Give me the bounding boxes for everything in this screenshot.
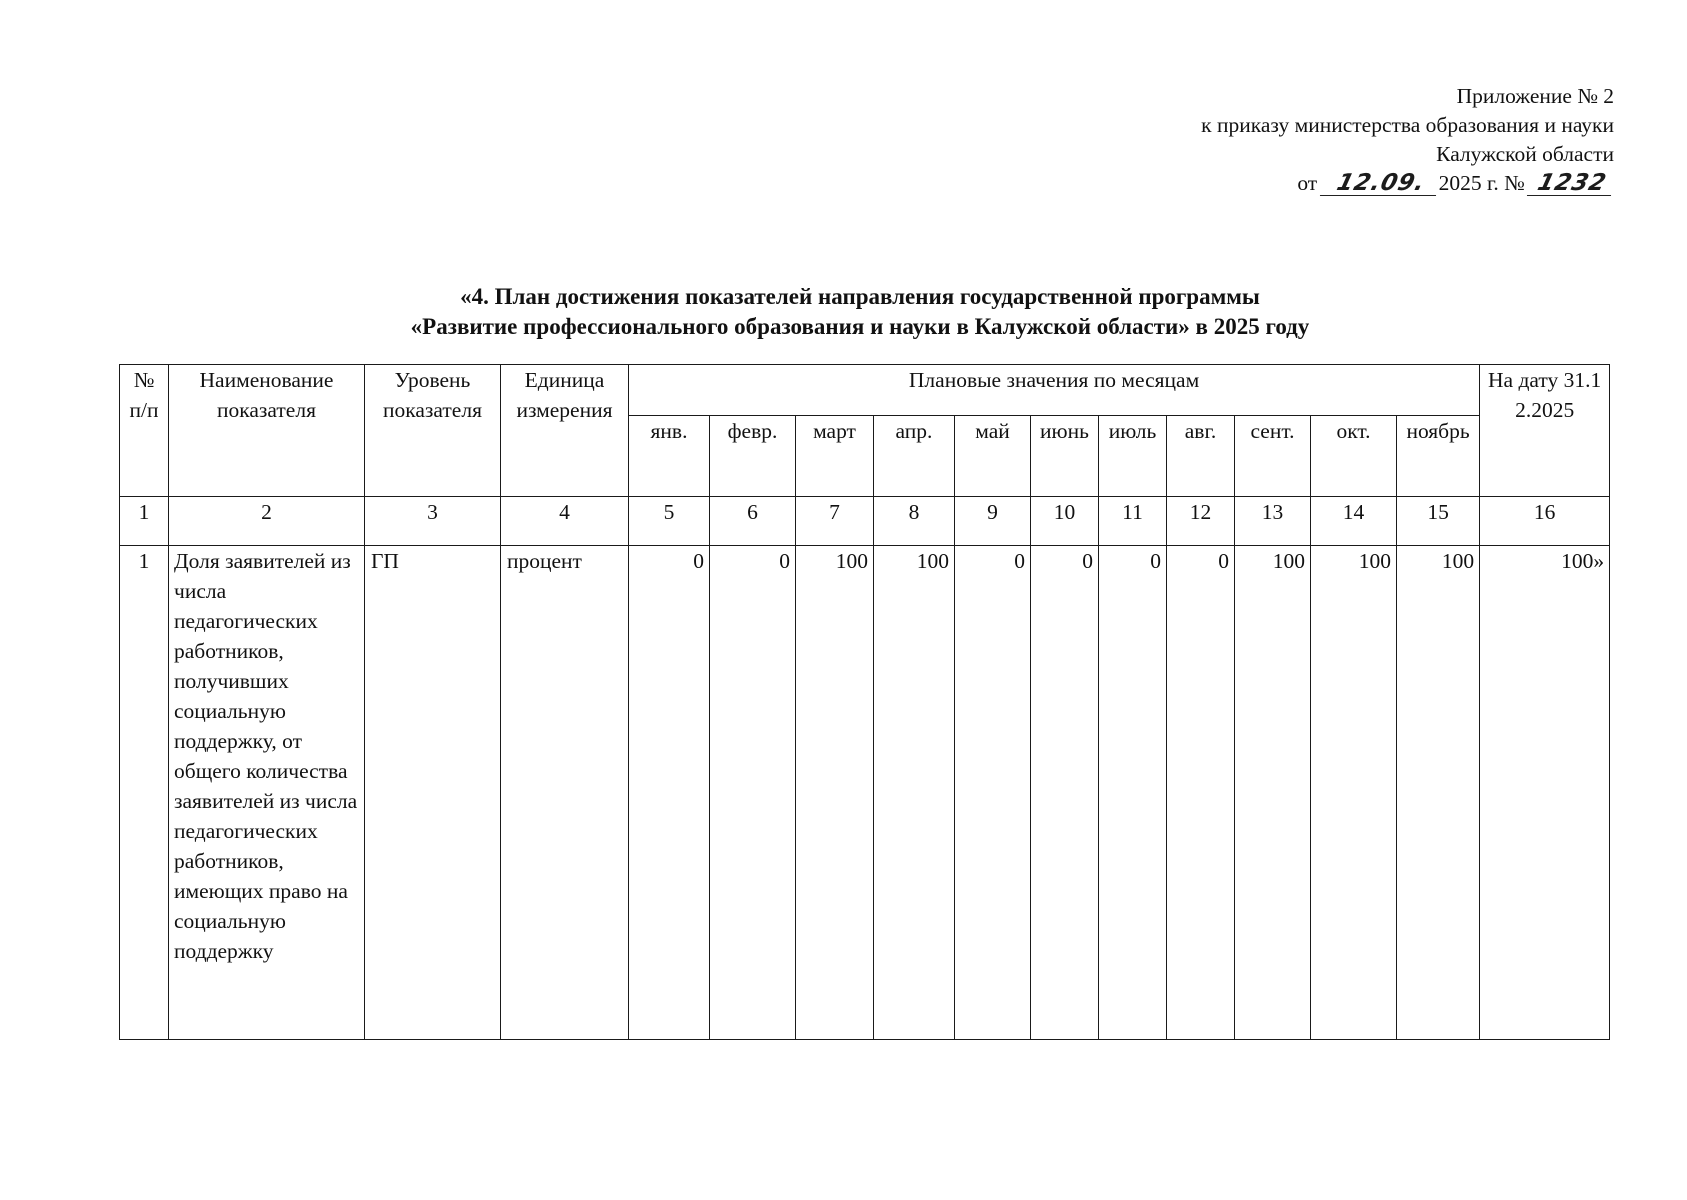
date-prefix: от: [1297, 171, 1318, 195]
column-number-row: [120, 497, 1610, 546]
column-number: 14: [1311, 497, 1397, 546]
header-monthly: Плановые значения по месяцам: [629, 365, 1480, 416]
header-month: ноябрь: [1397, 416, 1480, 497]
header-month: сент.: [1235, 416, 1311, 497]
header-month: авг.: [1167, 416, 1235, 497]
header-unit: Единица измерения: [501, 365, 629, 497]
final-value: 100»: [1480, 546, 1610, 1040]
column-number: 8: [874, 497, 955, 546]
table-row: [120, 546, 1610, 1040]
column-number: 16: [1480, 497, 1610, 546]
column-number: 6: [710, 497, 796, 546]
month-value: 0: [1099, 546, 1167, 1040]
header-month: янв.: [629, 416, 710, 497]
column-number: 11: [1099, 497, 1167, 546]
title-line-2: «Развитие профессионального образования и науки в Калужской области» в 2025 году: [410, 314, 1310, 339]
month-value: 100: [874, 546, 955, 1040]
handwritten-order-number: 1232: [1527, 171, 1617, 196]
handwritten-date: 12.09.: [1319, 171, 1441, 196]
column-number: 10: [1031, 497, 1099, 546]
month-value: 100: [1397, 546, 1480, 1040]
indicator-unit: процент: [501, 546, 629, 1040]
appendix-date-line: [1054, 169, 1614, 198]
document-title: [250, 282, 1470, 342]
column-number: 2: [169, 497, 365, 546]
header-month: февр.: [710, 416, 796, 497]
month-value: 0: [1167, 546, 1235, 1040]
column-number: 15: [1397, 497, 1480, 546]
header-month: апр.: [874, 416, 955, 497]
appendix-number: Приложение № 2: [1456, 84, 1614, 108]
column-number: 9: [955, 497, 1031, 546]
year-text: 2025 г. №: [1438, 171, 1525, 195]
header-row-top: [120, 365, 1610, 416]
indicator-plan-table: [119, 364, 1610, 1040]
column-number: 5: [629, 497, 710, 546]
header-month: июнь: [1031, 416, 1099, 497]
column-number: 1: [120, 497, 169, 546]
month-value: 0: [955, 546, 1031, 1040]
month-value: 100: [796, 546, 874, 1040]
header-month: май: [955, 416, 1031, 497]
appendix-region: Калужской области: [1436, 142, 1614, 166]
header-level: Уровень показателя: [365, 365, 501, 497]
month-value: 0: [629, 546, 710, 1040]
header-month: окт.: [1311, 416, 1397, 497]
column-number: 7: [796, 497, 874, 546]
header-name: Наименование показателя: [169, 365, 365, 497]
column-number: 3: [365, 497, 501, 546]
appendix-order-ref: к приказу министерства образования и науки: [1201, 113, 1614, 137]
header-num: № п/п: [120, 365, 169, 497]
month-value: 100: [1235, 546, 1311, 1040]
indicator-level: ГП: [365, 546, 501, 1040]
month-value: 0: [710, 546, 796, 1040]
header-month: март: [796, 416, 874, 497]
row-num: 1: [120, 546, 169, 1040]
header-final: На дату 31.12.2025: [1480, 365, 1610, 497]
column-number: 12: [1167, 497, 1235, 546]
title-line-1: «4. План достижения показателей направления государственной программы: [460, 284, 1260, 309]
month-value: 0: [1031, 546, 1099, 1040]
indicator-name: Доля заявителей из числа педагогических работников, получивших социальную поддержку, от общего количества заявителей из числа педагогических работников, имеющих право на социальную поддержку: [169, 546, 365, 1040]
appendix-header: [1054, 82, 1614, 198]
column-number: 4: [501, 497, 629, 546]
month-value: 100: [1311, 546, 1397, 1040]
header-month: июль: [1099, 416, 1167, 497]
column-number: 13: [1235, 497, 1311, 546]
